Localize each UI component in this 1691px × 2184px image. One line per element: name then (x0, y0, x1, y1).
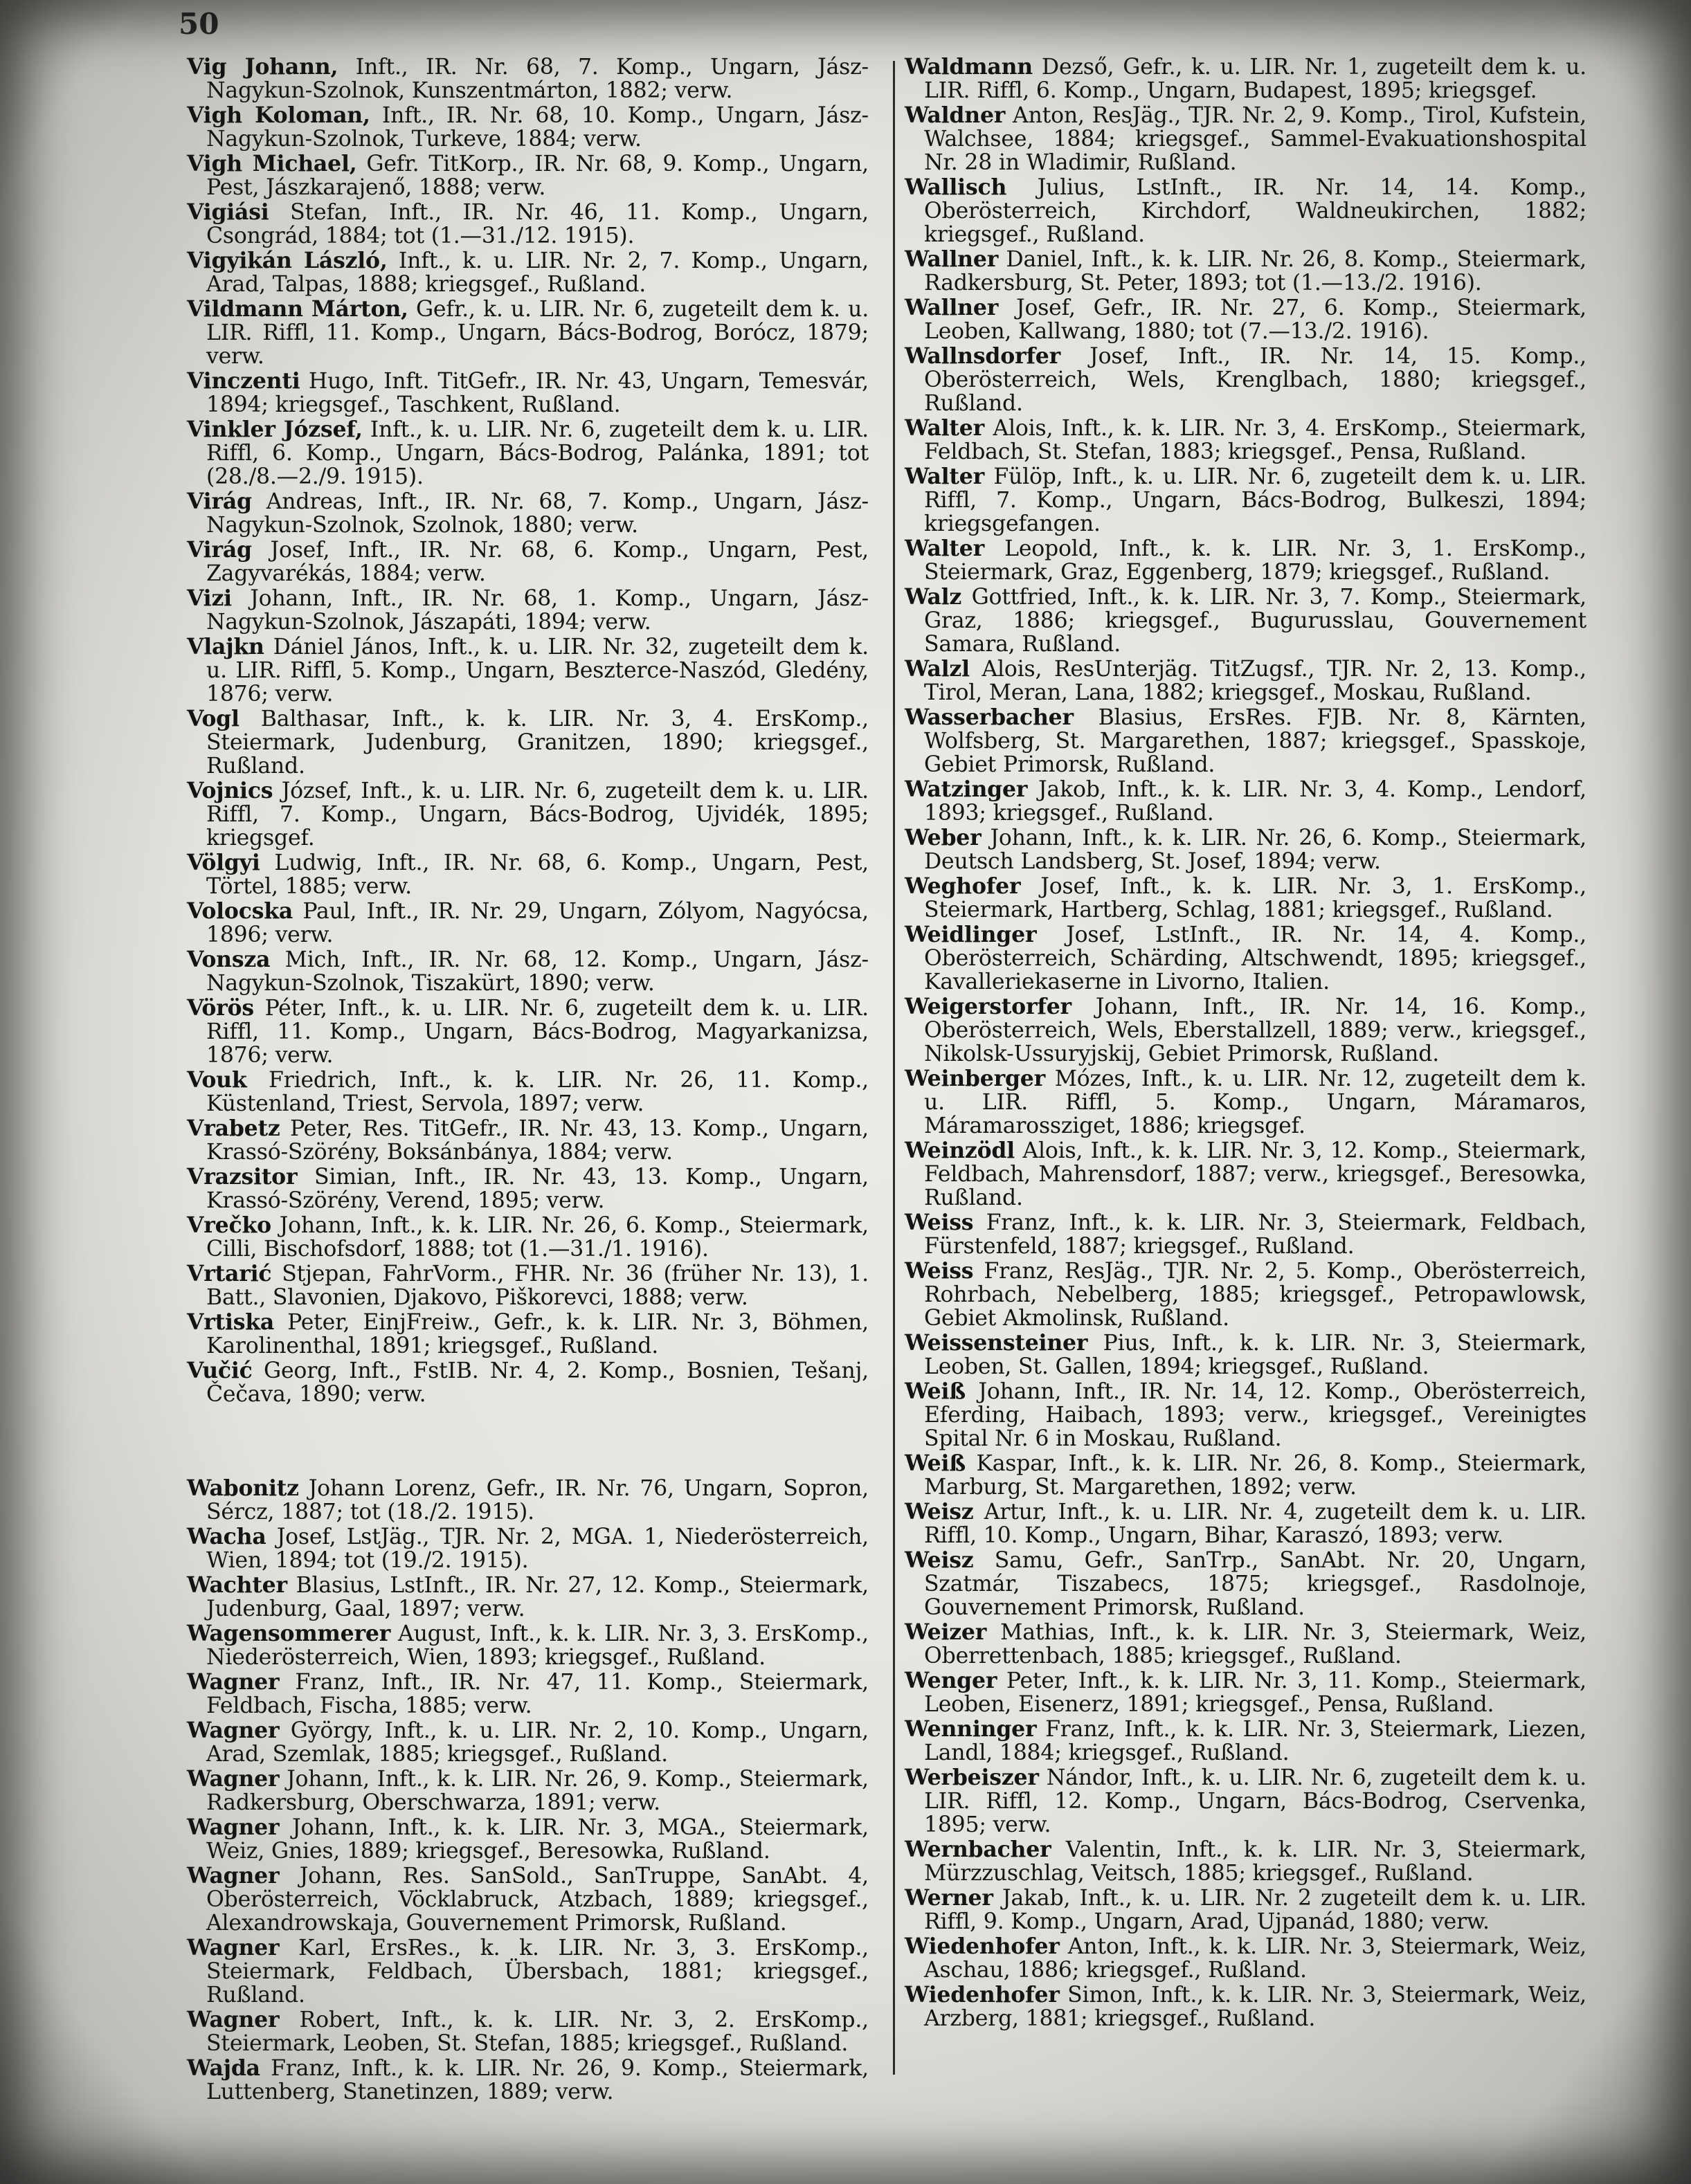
entry-surname: Vigyikán László, (187, 248, 388, 273)
register-entry (187, 1864, 869, 1935)
entry-details: Johann, Inft., IR. Nr. 14, 16. Komp., Oberösterreich, Wels, Eberstallzell, 1889; verw., kriegsgef., Nikolsk-Ussuryjskij, Gebiet Primorsk, Rußland. (924, 994, 1586, 1066)
register-entry (187, 490, 869, 537)
register-entry (905, 585, 1586, 656)
entry-details: Friedrich, Inft., k. k. LIR. Nr. 26, 11. Komp., Küstenland, Triest, Servola, 1897; verw. (206, 1068, 869, 1116)
entry-details: Jakob, Inft., k. k. LIR. Nr. 3, 4. Komp., Lendorf, 1893; kriegsgef., Rußland. (924, 777, 1586, 826)
entry-surname: Weiß (905, 1450, 966, 1476)
register-entry (187, 249, 869, 296)
entry-details: Mich, Inft., IR. Nr. 68, 12. Komp., Ungarn, Jász-Nagykun-Szolnok, Tiszakürt, 1890; verw. (206, 947, 869, 996)
register-entry (187, 707, 869, 778)
entry-details: Peter, Res. TitGefr., IR. Nr. 43, 13. Komp., Ungarn, Krassó-Szörény, Boksánbánya, 1884; verw. (206, 1116, 869, 1165)
entry-surname: Weizer (905, 1619, 987, 1645)
register-entry (187, 1068, 869, 1116)
register-entry (905, 1211, 1586, 1258)
entry-details: Julius, LstInft., IR. Nr. 14, 14. Komp., Oberösterreich, Kirchdorf, Waldneukirchen, 1882; kriegsgef., Rußland. (924, 175, 1586, 247)
entry-surname: Wallner (905, 295, 999, 320)
register-entry (905, 1838, 1586, 1885)
register-entry (187, 104, 869, 151)
entry-surname: Walz (905, 584, 962, 610)
register-entry (905, 1886, 1586, 1933)
entry-surname: Watzinger (905, 776, 1028, 802)
register-entry (187, 2057, 869, 2104)
register-entry (187, 1165, 869, 1212)
register-entry (187, 1767, 869, 1814)
entry-details: Johann, Inft., IR. Nr. 14, 12. Komp., Oberösterreich, Eferding, Haibach, 1893; verw., kriegsgef., Vereinigtes Spital Nr. 6 in Moskau, Rußland. (924, 1379, 1586, 1451)
entry-details: Franz, Inft., k. k. LIR. Nr. 3, Steiermark, Feldbach, Fürstenfeld, 1887; kriegsgef., Rußland. (924, 1210, 1586, 1259)
entry-surname: Wiedenhofer (905, 1982, 1060, 2008)
entry-surname: Vörös (187, 995, 254, 1021)
entry-details: Johann, Res. SanSold., SanTruppe, SanAbt. 4, Oberösterreich, Vöcklabruck, Atzbach, 1889; kriegsgef., Alexandrowskaja, Gouvernement Primorsk, Rußland. (206, 1864, 869, 1936)
entry-surname: Vučić (187, 1358, 253, 1383)
register-entry (905, 465, 1586, 536)
register-entry (187, 1117, 869, 1164)
entry-details: Inft., k. u. LIR. Nr. 6, zugeteilt dem k. u. LIR. Riffl, 6. Komp., Ungarn, Bács-Bodrog, Palánka, 1891; tot (28./8.—2./9. 1915). (206, 417, 869, 489)
entry-surname: Wallnsdorfer (905, 343, 1061, 369)
register-entry (187, 1214, 869, 1261)
entry-details: Johann, Inft., IR. Nr. 68, 1. Komp., Ungarn, Jász-Nagykun-Szolnok, Jászapáti, 1894; verw. (206, 586, 869, 635)
entry-surname: Vrtarić (187, 1261, 272, 1286)
entry-surname: Vildmann Márton, (187, 296, 408, 322)
entry-surname: Wagner (187, 1766, 280, 1792)
entry-details: Josef, Inft., k. k. LIR. Nr. 3, 1. ErsKomp., Steiermark, Hartberg, Schlag, 1881; kriegsgef., Rußland. (924, 874, 1586, 922)
entry-details: Daniel, Inft., k. k. LIR. Nr. 26, 8. Komp., Steiermark, Radkersburg, St. Peter, 1893; tot (1.—13./2. 1916). (924, 247, 1586, 295)
entry-details: Paul, Inft., IR. Nr. 29, Ungarn, Zólyom, Nagyócsa, 1896; verw. (206, 899, 869, 947)
entry-details: Andreas, Inft., IR. Nr. 68, 7. Komp., Ungarn, Jász-Nagykun-Szolnok, Szolnok, 1880; verw. (206, 489, 869, 538)
register-entry (905, 1621, 1586, 1668)
entry-details: Inft., IR. Nr. 68, 10. Komp., Ungarn, Jász-Nagykun-Szolnok, Turkeve, 1884; verw. (206, 103, 869, 152)
entry-details: Alois, ResUnterjäg. TitZugsf., TJR. Nr. 2, 13. Komp., Tirol, Meran, Lana, 1882; kriegsgef., Moskau, Rußland. (924, 657, 1586, 705)
entry-surname: Weissensteiner (905, 1330, 1088, 1356)
entry-details: Simian, Inft., IR. Nr. 43, 13. Komp., Ungarn, Krassó-Szörény, Verend, 1895; verw. (206, 1165, 869, 1213)
register-entry (905, 1452, 1586, 1499)
entry-details: Pius, Inft., k. k. LIR. Nr. 3, Steiermark, Leoben, St. Gallen, 1894; kriegsgef., Rußland. (924, 1331, 1586, 1379)
entry-surname: Wagner (187, 1863, 280, 1889)
register-entry (187, 298, 869, 368)
entry-details: Josef, Gefr., IR. Nr. 27, 6. Komp., Steiermark, Leoben, Kallwang, 1880; tot (7.—13./2. 1916). (924, 295, 1586, 344)
entry-surname: Wenninger (905, 1716, 1037, 1742)
register-entry (187, 418, 869, 489)
entry-surname: Weinberger (905, 1066, 1046, 1091)
register-entry (905, 1935, 1586, 1982)
register-entry (905, 923, 1586, 994)
entry-details: Josef, LstJäg., TJR. Nr. 2, MGA. 1, Niederösterreich, Wien, 1894; tot (19./2. 1915). (206, 1525, 869, 1573)
register-entry (187, 997, 869, 1067)
entry-surname: Virág (187, 489, 252, 514)
entry-details: Gottfried, Inft., k. k. LIR. Nr. 3, 7. Komp., Steiermark, Graz, 1886; kriegsgef., Bugurusslau, Gouvernement Samara, Rußland. (924, 585, 1586, 657)
entry-surname: Walter (905, 464, 985, 489)
register-entry (187, 1936, 869, 2007)
entry-details: Johann, Inft., k. k. LIR. Nr. 26, 6. Komp., Steiermark, Cilli, Bischofsdorf, 1888; tot (1.—31./1. 1916). (206, 1213, 869, 1262)
register-entry (187, 538, 869, 585)
entry-details: Mózes, Inft., k. u. LIR. Nr. 12, zugeteilt dem k. u. LIR. Riffl, 5. Komp., Ungarn, Máramaros, Máramarossziget, 1886; kriegsgef. (924, 1066, 1586, 1138)
entry-details: Johann Lorenz, Gefr., IR. Nr. 76, Ungarn, Sopron, Sércz, 1887; tot (18./2. 1915). (206, 1476, 869, 1525)
entry-surname: Vig Johann, (187, 54, 338, 80)
entry-details: Nándor, Inft., k. u. LIR. Nr. 6, zugeteilt dem k. u. LIR. Riffl, 12. Komp., Ungarn, Bács-Bodrog, Cservenka, 1895; verw. (924, 1765, 1586, 1837)
register-entry (905, 176, 1586, 246)
register-entry (187, 370, 869, 417)
entry-surname: Weinzödl (905, 1138, 1015, 1163)
entry-surname: Vigh Michael, (187, 151, 357, 176)
entry-surname: Weisz (905, 1499, 974, 1525)
register-entry (187, 152, 869, 199)
register-entry (187, 900, 869, 947)
entry-details: Stjepan, FahrVorm., FHR. Nr. 36 (früher Nr. 13), 1. Batt., Slavonien, Djakovo, Piškorevci, 1888; verw. (206, 1262, 869, 1310)
register-entry (905, 345, 1586, 415)
register-entry (905, 1669, 1586, 1716)
entry-details: Leopold, Inft., k. k. LIR. Nr. 3, 1. ErsKomp., Steiermark, Graz, Eggenberg, 1879; kriegsgef., Rußland. (924, 536, 1586, 585)
entry-details: Inft., IR. Nr. 68, 7. Komp., Ungarn, Jász-Nagykun-Szolnok, Kunszentmárton, 1882; verw. (206, 55, 869, 103)
entry-details: Ludwig, Inft., IR. Nr. 68, 6. Komp., Ungarn, Pest, Törtel, 1885; verw. (206, 850, 869, 899)
entry-surname: Wachter (187, 1572, 287, 1598)
entry-details: August, Inft., k. k. LIR. Nr. 3, 3. ErsKomp., Niederösterreich, Wien, 1893; kriegsgef., Rußland. (206, 1621, 869, 1670)
register-entry (187, 1359, 869, 1406)
register-entry (187, 635, 869, 706)
register-entry (187, 1671, 869, 1718)
entry-surname: Vrečko (187, 1212, 271, 1238)
entry-details: Gefr. TitKorp., IR. Nr. 68, 9. Komp., Ungarn, Pest, Jászkarajenő, 1888; verw. (206, 152, 869, 200)
entry-details: Anton, ResJäg., TJR. Nr. 2, 9. Komp., Tirol, Kufstein, Walchsee, 1884; kriegsgef., Sammel-Evakuationshospital Nr. 28 in Wladimir, Rußland. (924, 103, 1586, 175)
register-entry (187, 201, 869, 248)
register-entry (187, 587, 869, 634)
register-entry (905, 1718, 1586, 1765)
entry-surname: Vinczenti (187, 368, 300, 394)
entry-details: Franz, Inft., IR. Nr. 47, 11. Komp., Steiermark, Feldbach, Fischa, 1885; verw. (206, 1670, 869, 1718)
register-entry (187, 2008, 869, 2055)
entry-surname: Weiss (905, 1258, 974, 1284)
register-entry (187, 1574, 869, 1621)
register-entry (905, 417, 1586, 464)
entry-surname: Weigerstorfer (905, 994, 1071, 1019)
entry-details: Fülöp, Inft., k. u. LIR. Nr. 6, zugeteilt dem k. u. LIR. Riffl, 7. Komp., Ungarn, Bács-Bodrog, Bulkeszi, 1894; kriegsgefangen. (924, 464, 1586, 536)
entry-surname: Weidlinger (905, 922, 1037, 947)
entry-details: Georg, Inft., FstIB. Nr. 4, 2. Komp., Bosnien, Tešanj, Čečava, 1890; verw. (206, 1358, 869, 1407)
entry-surname: Vinkler József, (187, 417, 363, 442)
entry-surname: Wajda (187, 2055, 260, 2081)
entry-details: Kaspar, Inft., k. k. LIR. Nr. 26, 8. Komp., Steiermark, Marburg, St. Margarethen, 1892; verw. (924, 1451, 1586, 1500)
register-entry (905, 296, 1586, 343)
entry-details: Johann, Inft., k. k. LIR. Nr. 26, 6. Komp., Steiermark, Deutsch Landsberg, St. Josef, 1894; verw. (924, 826, 1586, 874)
register-entry (187, 779, 869, 850)
register-entry (905, 248, 1586, 295)
entry-surname: Wagensommerer (187, 1621, 391, 1646)
entry-details: Josef, LstInft., IR. Nr. 14, 4. Komp., Oberösterreich, Schärding, Altschwendt, 1895; kriegsgef., Kavalleriekaserne in Livorno, Italien. (924, 922, 1586, 994)
register-entry (905, 778, 1586, 825)
entry-details: Alois, Inft., k. k. LIR. Nr. 3, 12. Komp., Steiermark, Feldbach, Mahrensdorf, 1887; verw., kriegsgef., Beresowka, Rußland. (924, 1138, 1586, 1210)
register-entry (187, 851, 869, 898)
register-entry (187, 1311, 869, 1358)
entry-details: Peter, EinjFreiw., Gefr., k. k. LIR. Nr. 3, Böhmen, Karolinenthal, 1891; kriegsgef., Rußland. (206, 1310, 869, 1358)
entry-surname: Weiß (905, 1378, 966, 1404)
entry-surname: Werner (905, 1885, 993, 1911)
entry-surname: Vigiási (187, 199, 269, 225)
register-entry (905, 1766, 1586, 1837)
entry-surname: Wagner (187, 1669, 280, 1695)
register-entry (905, 1380, 1586, 1450)
entry-details: Robert, Inft., k. k. LIR. Nr. 3, 2. ErsKomp., Steiermark, Leoben, St. Stefan, 1885; kriegsgef., Rußland. (206, 2008, 869, 2056)
entry-surname: Vojnics (187, 778, 273, 803)
register-entry (187, 55, 869, 102)
entry-surname: Wallner (905, 246, 999, 272)
entry-details: Blasius, LstInft., IR. Nr. 27, 12. Komp., Steiermark, Judenburg, Gaal, 1897; verw. (206, 1573, 869, 1621)
entry-surname: Walter (905, 536, 985, 561)
register-entry (187, 948, 869, 995)
entry-surname: Walter (905, 415, 985, 441)
entry-details: Péter, Inft., k. u. LIR. Nr. 6, zugeteilt dem k. u. LIR. Riffl, 11. Komp., Ungarn, Bács-Bodrog, Magyarkanizsa, 1876; verw. (206, 996, 869, 1068)
entry-details: Johann, Inft., k. k. LIR. Nr. 26, 9. Komp., Steiermark, Radkersburg, Oberschwarza, 1891; verw. (206, 1767, 869, 1815)
entry-surname: Wabonitz (187, 1475, 299, 1501)
entry-surname: Vlajkn (187, 634, 264, 659)
entry-details: Valentin, Inft., k. k. LIR. Nr. 3, Steiermark, Mürzzuschlag, Veitsch, 1885; kriegsgef., Rußland. (924, 1837, 1586, 1886)
entry-details: Artur, Inft., k. u. LIR. Nr. 4, zugeteilt dem k. u. LIR. Riffl, 10. Komp., Ungarn, Bihar, Karaszó, 1893; verw. (924, 1500, 1586, 1548)
entry-surname: Volocska (187, 898, 293, 924)
entry-details: József, Inft., k. u. LIR. Nr. 6, zugeteilt dem k. u. LIR. Riffl, 7. Komp., Ungarn, Bács-Bodrog, Ujvidék, 1895; kriegsgef. (206, 779, 869, 850)
entry-surname: Werbeiszer (905, 1765, 1039, 1790)
entry-surname: Vigh Koloman, (187, 102, 370, 128)
entry-details: Jakab, Inft., k. u. LIR. Nr. 2 zugeteilt dem k. u. LIR. Riffl, 9. Komp., Ungarn, Arad, Ujpanád, 1880; verw. (924, 1886, 1586, 1934)
entry-surname: Weisz (905, 1547, 974, 1573)
entry-details: Mathias, Inft., k. k. LIR. Nr. 3, Steiermark, Weiz, Oberrettenbach, 1885; kriegsgef., Rußland. (924, 1620, 1586, 1668)
entry-details: Stefan, Inft., IR. Nr. 46, 11. Komp., Ungarn, Csongrád, 1884; tot (1.—31./12. 1915). (206, 200, 869, 248)
entry-surname: Wagner (187, 1718, 280, 1743)
entry-details: Hugo, Inft. TitGefr., IR. Nr. 43, Ungarn, Temesvár, 1894; kriegsgef., Taschkent, Rußland. (206, 369, 869, 417)
entry-surname: Waldner (905, 102, 1006, 128)
register-entry (905, 875, 1586, 922)
column-divider (893, 61, 895, 2075)
entry-surname: Weiss (905, 1210, 974, 1235)
register-entry (905, 1549, 1586, 1619)
entry-details: Dániel János, Inft., k. u. LIR. Nr. 32, zugeteilt dem k. u. LIR. Riffl, 5. Komp., Ungarn, Beszterce-Naszód, Gledény, 1876; verw. (206, 635, 869, 707)
entry-surname: Wagner (187, 2007, 280, 2032)
entry-details: Josef, Inft., IR. Nr. 68, 6. Komp., Ungarn, Pest, Zagyvarékás, 1884; verw. (206, 538, 869, 586)
entry-details: Samu, Gefr., SanTrp., SanAbt. Nr. 20, Ungarn, Szatmár, Tiszabecs, 1875; kriegsgef., Rasdolnoje, Gouvernement Primorsk, Rußland. (924, 1548, 1586, 1620)
register-entry (187, 1622, 869, 1669)
entry-surname: Vonsza (187, 947, 271, 972)
section-gap (187, 1408, 869, 1477)
entry-details: Anton, Inft., k. k. LIR. Nr. 3, Steiermark, Weiz, Aschau, 1886; kriegsgef., Rußland. (924, 1934, 1586, 1983)
entry-surname: Weghofer (905, 873, 1021, 899)
entry-details: Johann, Inft., k. k. LIR. Nr. 3, MGA., Steiermark, Weiz, Gnies, 1889; kriegsgef., Beresowka, Rußland. (206, 1815, 869, 1864)
entry-surname: Vouk (187, 1067, 247, 1093)
entry-details: Blasius, ErsRes. FJB. Nr. 8, Kärnten, Wolfsberg, St. Margarethen, 1887; kriegsgef., Spasskoje, Gebiet Primorsk, Rußland. (924, 705, 1586, 777)
register-entry (187, 1477, 869, 1524)
register-entry (905, 104, 1586, 174)
register-entry (187, 1816, 869, 1863)
entry-surname: Vogl (187, 706, 239, 731)
entry-surname: Vrtiska (187, 1309, 275, 1335)
register-entry (905, 706, 1586, 776)
entry-surname: Wacha (187, 1524, 266, 1549)
register-entry (905, 1331, 1586, 1378)
entry-details: György, Inft., k. u. LIR. Nr. 2, 10. Komp., Ungarn, Arad, Szemlak, 1885; kriegsgef., Rußland. (206, 1718, 869, 1767)
entry-details: Gefr., k. u. LIR. Nr. 6, zugeteilt dem k. u. LIR. Riffl, 11. Komp., Ungarn, Bács-Bodrog, Borócz, 1879; verw. (206, 297, 869, 369)
entry-details: Franz, Inft., k. k. LIR. Nr. 3, Steiermark, Liezen, Landl, 1884; kriegsgef., Rußland. (924, 1717, 1586, 1765)
left-column (187, 55, 869, 2105)
entry-details: Dezső, Gefr., k. u. LIR. Nr. 1, zugeteilt dem k. u. LIR. Riffl, 6. Komp., Ungarn, Budapest, 1895; kriegsgef. (924, 55, 1586, 103)
register-entry (905, 1139, 1586, 1210)
entry-surname: Virág (187, 537, 252, 563)
register-entry (905, 657, 1586, 704)
entry-surname: Vrabetz (187, 1116, 280, 1141)
register-entry (905, 826, 1586, 873)
entry-surname: Wasserbacher (905, 704, 1074, 730)
entry-surname: Vrazsitor (187, 1164, 298, 1190)
register-entry (905, 55, 1586, 102)
register-entry (905, 995, 1586, 1066)
register-entry (905, 1500, 1586, 1547)
entry-details: Peter, Inft., k. k. LIR. Nr. 3, 11. Komp., Steiermark, Leoben, Eisenerz, 1891; kriegsgef., Pensa, Rußland. (924, 1668, 1586, 1717)
entry-surname: Wallisch (905, 174, 1007, 200)
entry-details: Franz, ResJäg., TJR. Nr. 2, 5. Komp., Oberösterreich, Rohrbach, Nebelberg, 1885; kriegsgef., Petropawlowsk, Gebiet Akmolinsk, Rußland. (924, 1259, 1586, 1331)
entry-details: Karl, ErsRes., k. k. LIR. Nr. 3, 3. ErsKomp., Steiermark, Feldbach, Übersbach, 1881; kriegsgef., Rußland. (206, 1936, 869, 2008)
register-entry (905, 537, 1586, 584)
entry-surname: Vizi (187, 585, 232, 611)
entry-surname: Wiedenhofer (905, 1933, 1060, 1959)
entry-details: Inft., k. u. LIR. Nr. 2, 7. Komp., Ungarn, Arad, Talpas, 1888; kriegsgef., Rußland. (206, 248, 869, 297)
entry-details: Alois, Inft., k. k. LIR. Nr. 3, 4. ErsKomp., Steiermark, Feldbach, St. Stefan, 1883; kriegsgef., Pensa, Rußland. (924, 416, 1586, 464)
right-column (905, 55, 1586, 2032)
entry-surname: Völgyi (187, 850, 260, 875)
entry-details: Josef, Inft., IR. Nr. 14, 15. Komp., Oberösterreich, Wels, Krenglbach, 1880; kriegsgef., Rußland. (924, 344, 1586, 416)
register-entry (905, 1067, 1586, 1138)
register-entry (905, 1983, 1586, 2030)
entry-details: Balthasar, Inft., k. k. LIR. Nr. 3, 4. ErsKomp., Steiermark, Judenburg, Granitzen, 1890; kriegsgef., Rußland. (206, 707, 869, 779)
register-entry (187, 1262, 869, 1309)
entry-surname: Walzl (905, 656, 970, 682)
entry-surname: Wernbacher (905, 1837, 1051, 1862)
register-entry (187, 1719, 869, 1766)
entry-surname: Waldmann (905, 54, 1033, 80)
page-number: 50 (179, 7, 219, 41)
register-entry (905, 1259, 1586, 1330)
entry-details: Simon, Inft., k. k. LIR. Nr. 3, Steiermark, Weiz, Arzberg, 1881; kriegsgef., Rußland. (924, 1983, 1586, 2031)
entry-surname: Weber (905, 825, 982, 850)
register-entry (187, 1525, 869, 1572)
entry-details: Franz, Inft., k. k. LIR. Nr. 26, 9. Komp., Steiermark, Luttenberg, Stanetinzen, 1889; verw. (206, 2056, 869, 2104)
entry-surname: Wagner (187, 1814, 280, 1840)
entry-surname: Wagner (187, 1935, 280, 1960)
entry-surname: Wenger (905, 1668, 997, 1693)
